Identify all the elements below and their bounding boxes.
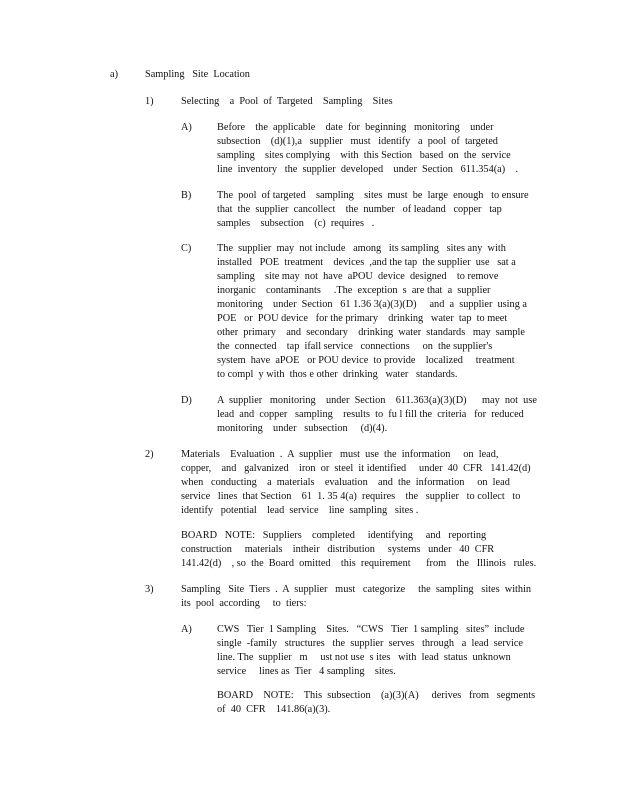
item-3-label: 3) — [145, 584, 154, 595]
item-1c-label: C) — [181, 243, 192, 254]
item-1b-text: The pool of targeted sampling sites must be large enough to ensure that the supplier cancollect the number of leadand copper tap samples subsection (c) requires . — [217, 190, 529, 229]
item-1-label: 1) — [145, 96, 154, 107]
item-1a-text: Before the applicable date for beginning monitoring under subsection (d)(1),a supplier must identify a pool of targeted sampling sites complying with this Section based on the service line inventory the supplier developed under Section 611.354(a) . — [217, 122, 519, 175]
item-3a-text: CWS Tier 1 Sampling Sites. “CWS Tier 1 sampling sites” include single -family structures the supplier serves through a lead service line. The supplier m ust not use s ites with lead status unknown service lines as Tier 4 sampling sites. — [217, 624, 525, 677]
item-1c-text: The supplier may not include among its sampling sites any with installed POE treatment devices ,and the tap the supplier use sat a sampling site may not have aPOU device designed to remove inorganic contaminants .The exception s are that a supplier monitoring under Section 61 1.36 3(a)(3)(D) and a supplier using a POE or POU device for the primary drinking water tap to meet other primary and secondary drinking water standards may sample the connected tap ifall service connections on the supplier's system have aPOE or POU device to provide localized treatment to compl y with thos e other drinking water standards. — [217, 243, 527, 380]
item-3a-label: A) — [181, 624, 192, 635]
item-2-text: Materials Evaluation . A supplier must use the information on lead, copper, and galvanized iron or steel it identified under 40 CFR 141.42(d) when conducting a materials evaluation and the information on lead service lines that Section 61 1. 35 4(a) requires the supplier to collect to identify potential lead service line sampling sites . — [181, 449, 531, 516]
item-2-label: 2) — [145, 449, 154, 460]
item-3a-board-note: BOARD NOTE: This subsection (a)(3)(A) derives from segments of 40 CFR 141.86(a)(3). — [217, 690, 536, 715]
item-1b-label: B) — [181, 190, 192, 201]
item-1d-label: D) — [181, 395, 192, 406]
item-1a-label: A) — [181, 122, 192, 133]
item-1d-text: A supplier monitoring under Section 611.363(a)(3)(D) may not use lead and copper sampling results to fu l fill the criteria for reduced monitoring under subsection (d)(4). — [217, 395, 537, 434]
item-1-title: Selecting a Pool of Targeted Sampling Sites — [181, 96, 393, 107]
item-3-text: Sampling Site Tiers . A supplier must categorize the sampling sites within its pool according to tiers: — [181, 584, 532, 609]
item-2-board-note: BOARD NOTE: Suppliers completed identifying and reporting construction materials intheir distribution systems under 40 CFR 141.42(d) , so the Board omitted this requirement from the Illinois rules. — [181, 530, 537, 569]
section-a-title: Sampling Site Location — [145, 69, 250, 80]
section-a-label: a) — [110, 69, 118, 80]
